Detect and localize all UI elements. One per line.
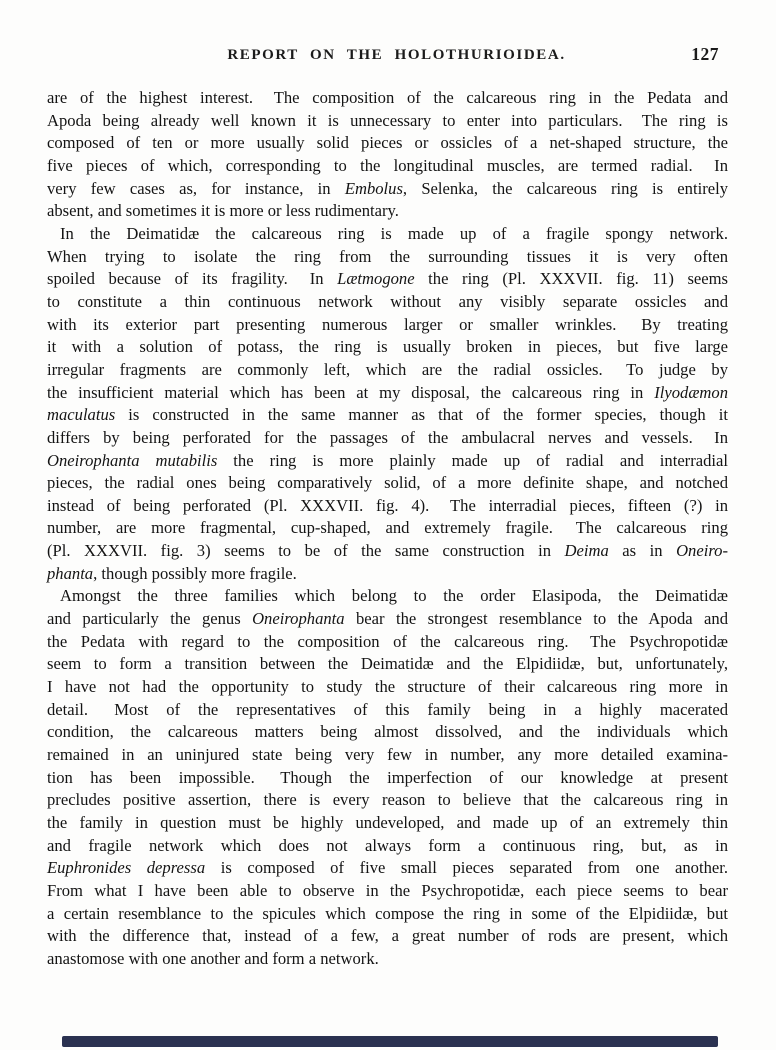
text-line: (Pl. XXXVII. fig. 3) seems to be of the same construction in Deima as in Oneiro- <box>47 541 728 561</box>
text-line: differs by being perforated for the passages of the ambulacral nerves and vessels. In <box>47 427 728 447</box>
text-line: a certain resemblance to the spicules which compose the ring in some of the Elpidiidæ, but <box>47 903 728 923</box>
running-head <box>47 46 728 66</box>
text-line: the insufficient material which has been at my disposal, the calcareous ring in Ilyodæmon <box>47 382 728 402</box>
text-line: pieces, the radial ones being comparatively solid, of a more definite shape, and notched <box>47 473 728 493</box>
text-line: precludes positive assertion, there is every reason to believe that the calcareous ring in <box>47 790 728 810</box>
text-line: with the difference that, instead of a few, a great number of rods are present, which <box>47 926 728 946</box>
text-line: Euphronides depressa is composed of five small pieces separated from one another. <box>47 858 729 878</box>
text-line: From what I have been able to observe in the Psychropotidæ, each piece seems to bear <box>47 880 728 900</box>
text-line: the family in question must be highly undeveloped, and made up of an extremely thin <box>47 813 728 832</box>
text-line: are of the highest interest. The composition of the calcareous ring in the Pedata and <box>47 88 728 107</box>
page-body <box>47 87 728 971</box>
text-line: irregular fragments are commonly left, which are the radial ossicles. To judge by <box>47 359 728 379</box>
text-line: When trying to isolate the ring from the surrounding tissues it is very often <box>47 246 728 266</box>
paragraph <box>47 585 728 970</box>
text-line: I have not had the opportunity to study the structure of their calcareous ring more in <box>47 677 728 697</box>
text-line: it with a solution of potass, the ring is usually broken in pieces, but five large <box>47 337 728 357</box>
text-line: and fragile network which does not always form a continuous ring, but, as in <box>47 835 728 855</box>
text-line: with its exterior part presenting numerous larger or smaller wrinkles. By treating <box>47 314 728 334</box>
text-line: condition, the calcareous matters being almost dissolved, and the individuals which <box>47 722 728 742</box>
text-line: five pieces of which, corresponding to the longitudinal muscles, are termed radial. In <box>47 155 728 175</box>
text-line: absent, and sometimes it is more or less rudimentary. <box>47 201 399 221</box>
text-line: composed of ten or more usually solid pieces or ossicles of a net-shaped structure, the <box>47 133 728 153</box>
text-line: the Pedata with regard to the composition of the calcareous ring. The Psychropotidæ <box>47 631 728 651</box>
text-line: anastomose with one another and form a network. <box>47 948 379 968</box>
text-line: In the Deimatidæ the calcareous ring is made up of a fragile spongy network. <box>60 223 728 243</box>
paragraph <box>47 87 728 223</box>
text-line: Apoda being already well known it is unnecessary to enter into particulars. The ring is <box>47 110 728 130</box>
text-line: instead of being perforated (Pl. XXXVII. fig. 4). The interradial pieces, fifteen (?) in <box>47 495 728 515</box>
text-line: maculatus is constructed in the same manner as that of the former species, though it <box>47 405 728 425</box>
text-line: detail. Most of the representatives of this family being in a highly macerated <box>47 699 728 719</box>
text-line: remained in an uninjured state being very few in number, any more detailed examina- <box>47 745 728 765</box>
text-line: and particularly the genus Oneirophanta bear the strongest resemblance to the Apoda and <box>47 609 728 629</box>
text-line: tion has been impossible. Though the imperfection of our knowledge at present <box>47 767 728 787</box>
text-line: spoiled because of its fragility. In Lætmogone the ring (Pl. XXXVII. fig. 11) seems <box>47 269 729 289</box>
text-line: Amongst the three families which belong to the order Elasipoda, the Deimatidæ <box>60 586 728 606</box>
text-line: to constitute a thin continuous network without any visibly separate ossicles and <box>47 291 728 311</box>
text-line: very few cases as, for instance, in Embolus, Selenka, the calcareous ring is entirely <box>47 178 728 198</box>
text-line: seem to form a transition between the Deimatidæ and the Elpidiidæ, but, unfortunately, <box>47 654 728 674</box>
text-line: phanta, though possibly more fragile. <box>47 563 297 583</box>
page-number: 127 <box>691 44 719 64</box>
text-line: Oneirophanta mutabilis the ring is more plainly made up of radial and interradial <box>47 450 728 470</box>
text-line: number, are more fragmental, cup-shaped, and extremely fragile. The calcareous ring <box>47 518 728 538</box>
page-title: REPORT ON THE HOLOTHURIOIDEA. <box>227 47 566 63</box>
paragraph <box>47 223 728 586</box>
scan-edge-artifact <box>62 1036 718 1047</box>
